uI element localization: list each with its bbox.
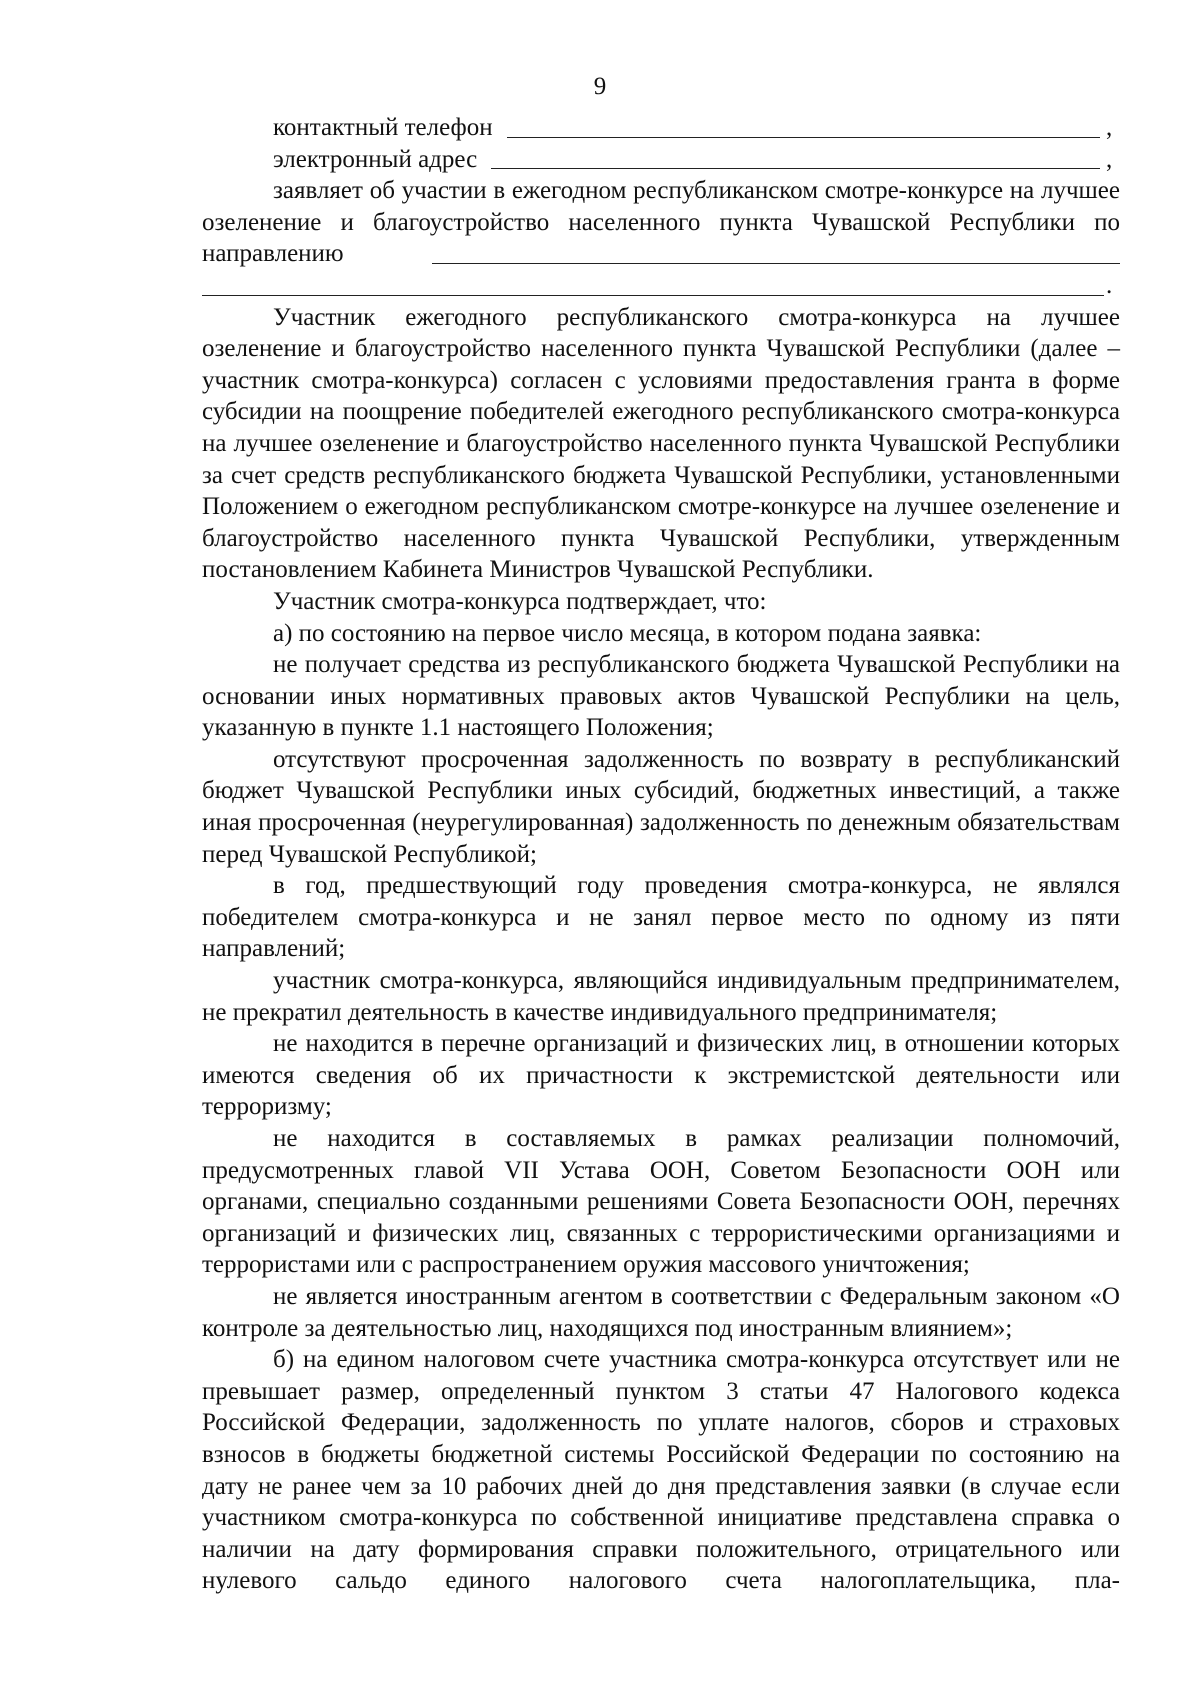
direction-intro-text: заявляет об участии в ежегодном республиканском смотре-конкурсе на лучшее озеленение и благоустройство населенного пункта Чувашской Республики по направлению — [202, 177, 1120, 268]
phone-field-row — [202, 112, 1120, 144]
paragraph-foreign-agent: не является иностранным агентом в соответствии с Федеральным законом «О контроле за деятельностью лиц, находящихся под иностранным влиянием»; — [202, 1282, 1120, 1342]
page-number: 9 — [593, 73, 607, 100]
email-end-mark: , — [1106, 145, 1113, 173]
direction-continuation-row — [202, 270, 1120, 302]
paragraph-item-a: а) по состоянию на первое число месяца, в котором подана заявка: — [273, 619, 982, 647]
email-field-row — [202, 144, 1120, 176]
direction-blank-line-2 — [202, 294, 1104, 296]
paragraph-entrepreneur: участник смотра-конкурса, являющийся индивидуальным предпринимателем, не прекратил деятельность в качестве индивидуального предпринимателя; — [202, 967, 1120, 1026]
paragraph-not-winner: в год, предшествующий году проведения смотра-конкурса, не являлся победителем смотра-конкурса и не занял первое место по одному из пяти направлений; — [202, 872, 1120, 963]
document-body — [202, 112, 1120, 1597]
email-label: электронный адрес — [273, 145, 478, 173]
paragraph-no-funds: не получает средства из республиканского бюджета Чувашской Республики на основании иных нормативных правовых актов Чувашской Республики на цель, указанную в пункте 1.1 настоящего Положения; — [202, 651, 1120, 742]
direction-statement — [202, 175, 1120, 270]
phone-label: контактный телефон — [273, 114, 493, 141]
paragraph-item-b: б) на едином налоговом счете участника смотра-конкурса отсутствует или не превышает размер, определенный пунктом 3 статьи 47 Налогового кодекса Российской Федерации, задолженность по уплате налогов, сборов и страховых взносов в бюджеты бюджетной системы Российской Федерации по состоянию на дату не ранее чем за 10 рабочих дней до дня представления заявки (в случае если участником смотра-конкурса по собственной инициативе представлена справка о наличии на дату формирования справки положительного, отрицательного или нулевого сальдо единого налогового счета налогоплательщика, пла- — [202, 1346, 1120, 1595]
email-blank-line — [491, 167, 1100, 169]
direction-blank-line-1 — [432, 262, 1120, 264]
phone-blank-line — [507, 136, 1100, 138]
direction-end-mark: . — [1106, 271, 1113, 299]
paragraph-no-debt: отсутствуют просроченная задолженность по возврату в республиканский бюджет Чувашской Республики иных субсидий, бюджетных инвестиций, а также иная просроченная (неурегулированная) задолженность по денежным обязательствам перед Чувашской Республикой; — [202, 745, 1120, 868]
paragraph-consent: Участник ежегодного республиканского смотра-конкурса на лучшее озеленение и благоустройство населенного пункта Чувашской Республики (далее – участник смотра-конкурса) согласен с условиями предоставления гранта в форме субсидии на поощрение победителей ежегодного республиканского смотра-конкурса на лучшее озеленение и благоустройство населенного пункта Чувашской Республики за счет средств республиканского бюджета Чувашской Республики, установленными Положением о ежегодном республиканском смотре-конкурсе на лучшее озеленение и благоустройство населенного пункта Чувашской Республики, утвержденным постановлением Кабинета Министров Чувашской Республики. — [202, 303, 1120, 584]
paragraph-confirms: Участник смотра-конкурса подтверждает, что: — [273, 587, 767, 615]
phone-end-mark: , — [1106, 114, 1113, 141]
paragraph-extremism-list: не находится в перечне организаций и физических лиц, в отношении которых имеются сведения об их причастности к экстремистской деятельности или терроризму; — [202, 1030, 1120, 1121]
paragraph-un-lists: не находится в составляемых в рамках реализации полномочий, предусмотренных главой VII Устава ООН, Советом Безопасности ООН или органами, специально созданными решениями Совета Безопасности ООН, перечнях организаций и физических лиц, связанных с террористическими организациями и террористами или с распространением оружия массового уничтожения; — [202, 1125, 1120, 1279]
